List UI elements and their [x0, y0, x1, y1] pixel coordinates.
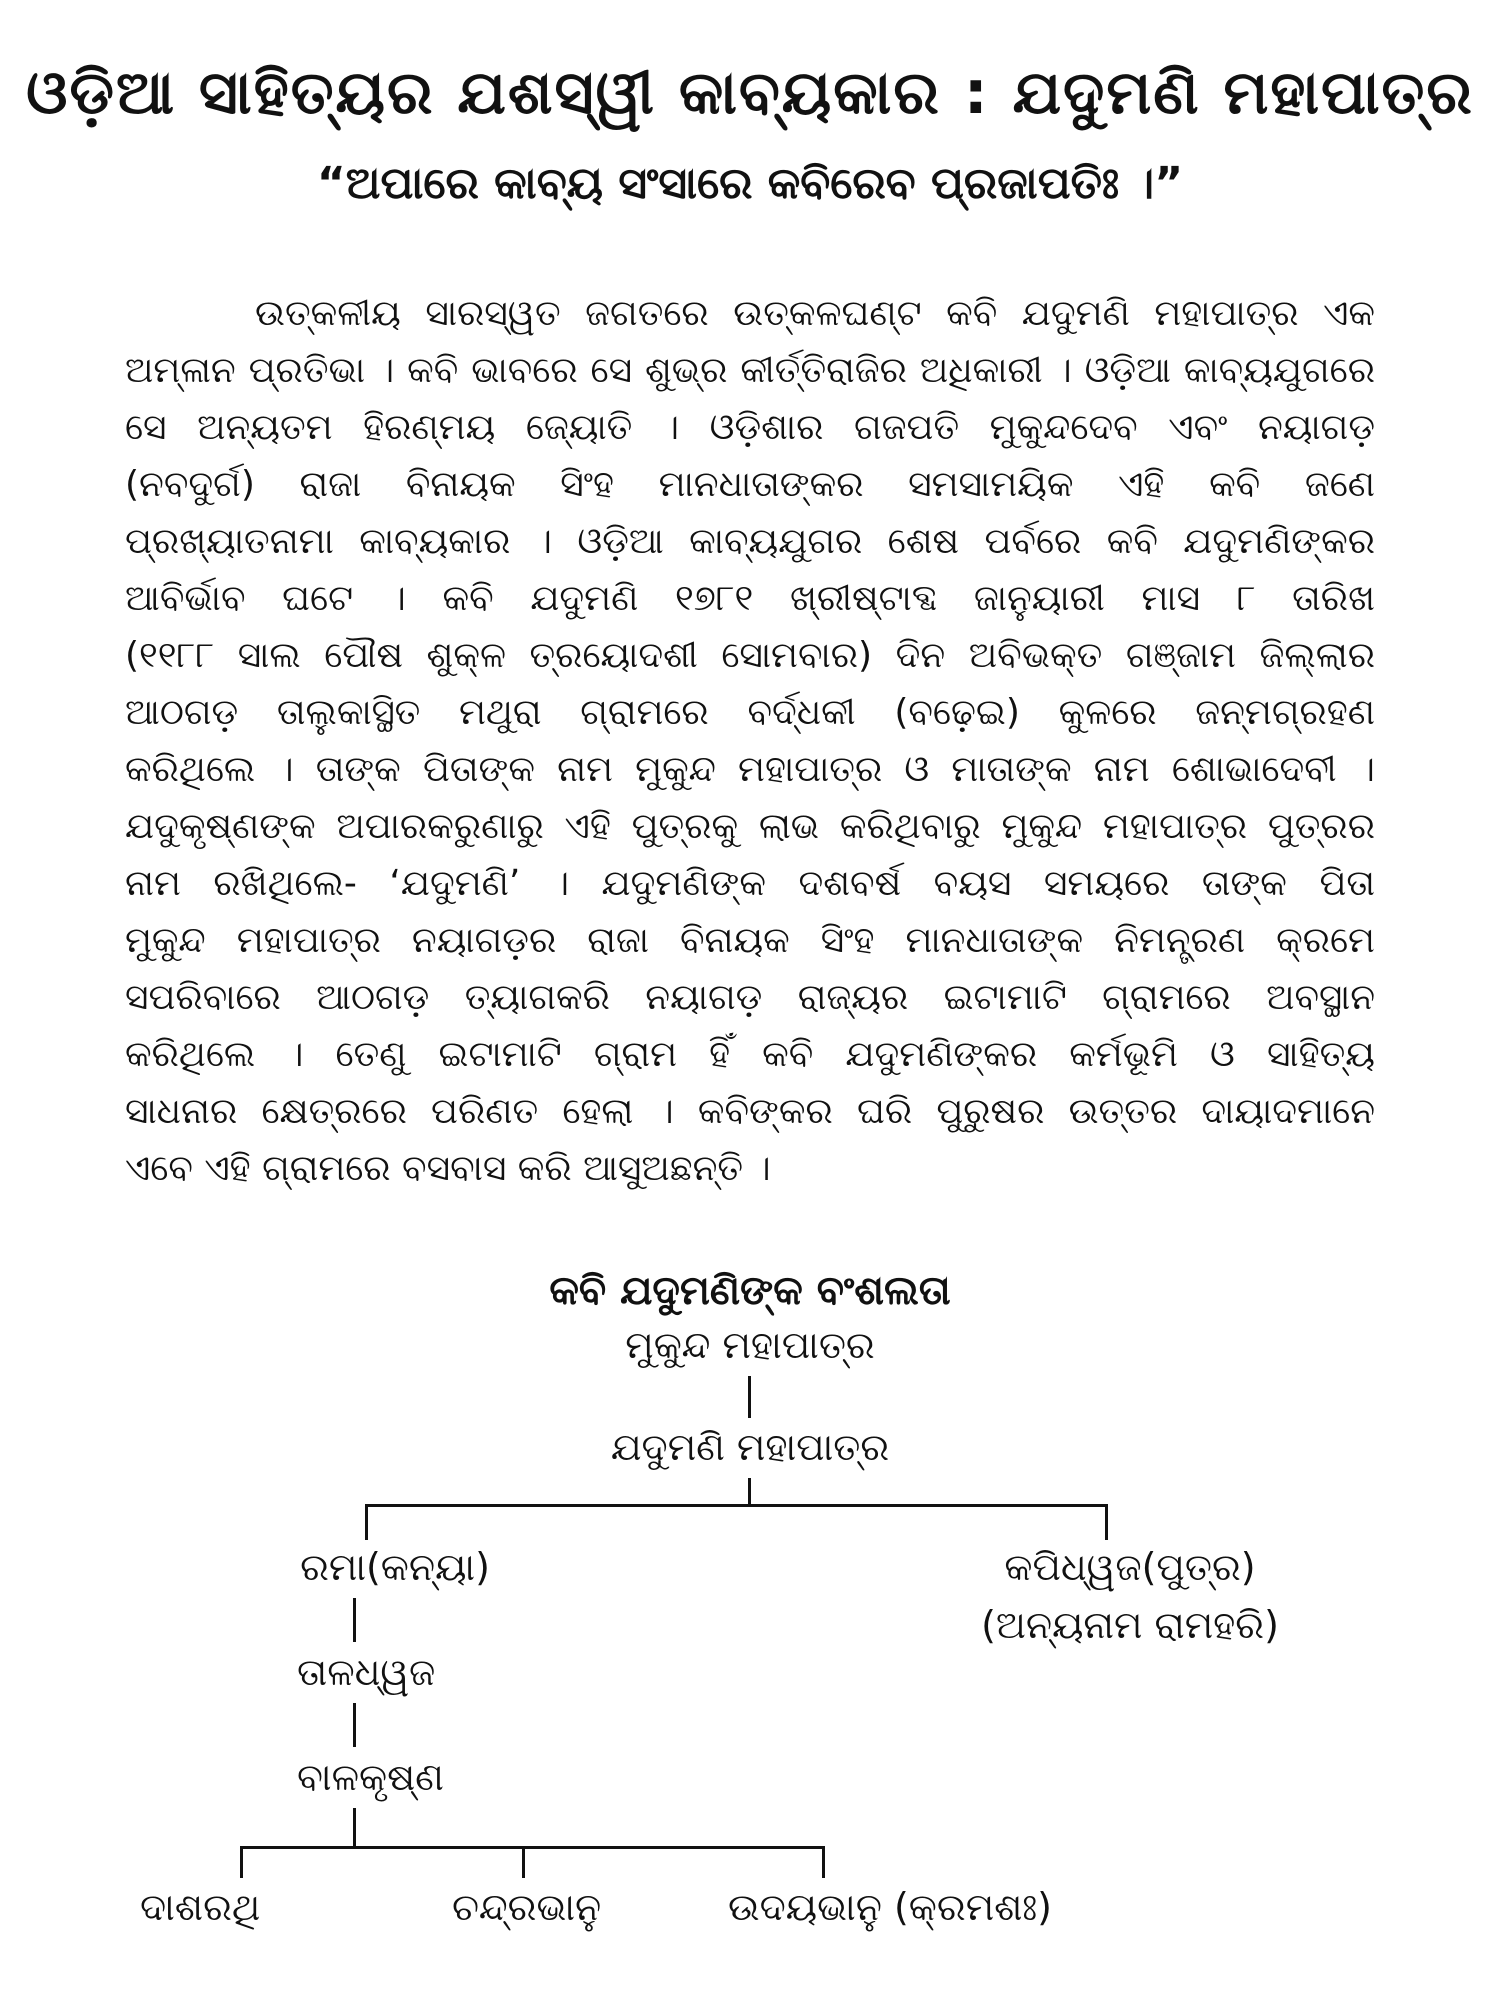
- tree-node-descendant: ଉଦୟଭାନୁ (କ୍ରମଶଃ): [728, 1885, 1052, 1929]
- tree-node-descendant: ଦାଶରଥି: [140, 1885, 261, 1929]
- tree-connector: [1105, 1504, 1108, 1540]
- tree-connector: [353, 1598, 356, 1642]
- tree-node-son-alias: (ଅନ୍ୟନାମ ରାମହରି): [981, 1603, 1279, 1647]
- tree-node-son: କପିଧ୍ୱଜ(ପୁତ୍ର): [1004, 1545, 1256, 1589]
- tree-connector: [522, 1846, 525, 1878]
- tree-connector: [365, 1504, 1108, 1507]
- body-line: ଯଦୁକୃଷ୍ଣଙ୍କ ଅପାରକରୁଣାରୁ ଏହି ପୁତ୍ରକୁ ଲାଭ କରିଥିବାରୁ ମୁକୁନ୍ଦ ମହାପାତ୍ର ପୁତ୍ରର: [125, 806, 1375, 847]
- family-tree-heading: କବି ଯଦୁମଣିଙ୍କ ବଂଶଲତା: [549, 1268, 951, 1314]
- body-line: (୧୧୮୮ ସାଲ ପୌଷ ଶୁକ୍ଳ ତ୍ରୟୋଦଶୀ ସୋମବାର) ଦିନ ଅବିଭକ୍ତ ଗଞ୍ଜାମ ଜିଲ୍ଲାର: [125, 635, 1375, 676]
- body-line: ଅମ୍ଳାନ ପ୍ରତିଭା । କବି ଭାବରେ ସେ ଶୁଭ୍ର କୀର୍ତ୍ତିରାଜିର ଅଧିକାରୀ । ଓଡ଼ିଆ କାବ୍ୟଯୁଗରେ: [125, 350, 1375, 391]
- tree-node-poet: ଯଦୁମଣି ମହାପାତ୍ର: [610, 1425, 890, 1469]
- body-line: (ନବଦୁର୍ଗ) ରାଜା ବିନାୟକ ସିଂହ ମାନଧାତାଙ୍କର ସମସାମୟିକ ଏହି କବି ଜଣେ: [125, 464, 1375, 505]
- tree-connector: [748, 1478, 751, 1506]
- tree-node-descendant: ଚନ୍ଦ୍ରଭାନୁ: [452, 1885, 602, 1929]
- tree-connector: [240, 1846, 243, 1878]
- tree-connector: [353, 1703, 356, 1747]
- body-line: ସପରିବାରେ ଆଠଗଡ଼ ତ୍ୟାଗକରି ନୟାଗଡ଼ ରାଜ୍ୟର ଇଟାମାଟି ଗ୍ରାମରେ ଅବସ୍ଥାନ: [125, 977, 1375, 1018]
- tree-connector: [240, 1846, 825, 1849]
- body-line: ଆଠଗଡ଼ ତାଲୁକାସ୍ଥିତ ମଥୁରା ଗ୍ରାମରେ ବର୍ଦ୍ଧକୀ (ବଢ଼େଇ) କୁଳରେ ଜନ୍ମଗ୍ରହଣ: [125, 692, 1375, 733]
- body-line: ଏବେ ଏହି ଗ୍ରାମରେ ବସବାସ କରି ଆସୁଅଛନ୍ତି ।: [125, 1148, 771, 1189]
- body-line: ମୁକୁନ୍ଦ ମହାପାତ୍ର ନୟାଗଡ଼ର ରାଜା ବିନାୟକ ସିଂହ ମାନଧାତାଙ୍କ ନିମନ୍ତ୍ରଣ କ୍ରମେ: [125, 920, 1375, 961]
- body-line: ଉତ୍କଳୀୟ ସାରସ୍ୱତ ଜଗତରେ ଉତ୍କଳଘଣ୍ଟ କବି ଯଦୁମଣି ମହାପାତ୍ର ଏକ: [255, 293, 1375, 334]
- tree-connector: [748, 1376, 751, 1418]
- article-body: [125, 285, 1375, 1197]
- epigraph-quote: “ଅପାରେ କାବ୍ୟ ସଂସାରେ କବିରେବ ପ୍ରଜାପତିଃ ।”: [316, 158, 1184, 209]
- body-line: ପ୍ରଖ୍ୟାତନାମା କାବ୍ୟକାର । ଓଡ଼ିଆ କାବ୍ୟଯୁଗର ଶେଷ ପର୍ବରେ କବି ଯଦୁମଣିଙ୍କର: [125, 521, 1375, 562]
- body-line: ସେ ଅନ୍ୟତମ ହିରଣ୍ମୟ ଜ୍ୟୋତି । ଓଡ଼ିଶାର ଗଜପତି ମୁକୁନ୍ଦଦେବ ଏବଂ ନୟାଗଡ଼: [125, 407, 1375, 448]
- tree-node-daughter: ରମା(କନ୍ୟା): [300, 1545, 490, 1589]
- body-line: କରିଥିଲେ । ତାଙ୍କ ପିତାଙ୍କ ନାମ ମୁକୁନ୍ଦ ମହାପାତ୍ର ଓ ମାତାଙ୍କ ନାମ ଶୋଭାଦେବୀ ।: [125, 749, 1375, 790]
- body-line: ଆବିର୍ଭାବ ଘଟେ । କବି ଯଦୁମଣି ୧୭୮୧ ଖ୍ରୀଷ୍ଟାବ୍ଦ ଜାନୁୟାରୀ ମାସ ୮ ତାରିଖ: [125, 578, 1375, 619]
- tree-connector: [353, 1808, 356, 1848]
- body-line: ନାମ ରଖିଥିଲେ- ‘ଯଦୁମଣି’ । ଯଦୁମଣିଙ୍କ ଦଶବର୍ଷ ବୟସ ସମୟରେ ତାଙ୍କ ପିତା: [125, 863, 1375, 904]
- body-line: କରିଥିଲେ । ତେଣୁ ଇଟାମାଟି ଗ୍ରାମ ହିଁ କବି ଯଦୁମଣିଙ୍କର କର୍ମଭୂମି ଓ ସାହିତ୍ୟ: [125, 1034, 1375, 1075]
- tree-node-grandson: ତାଳଧ୍ୱଜ: [297, 1650, 436, 1694]
- page-title: ଓଡ଼ିଆ ସାହିତ୍ୟର ଯଶସ୍ୱୀ କାବ୍ୟକାର : ଯଦୁମଣି ମହାପାତ୍ର: [26, 58, 1474, 128]
- tree-connector: [365, 1504, 368, 1540]
- tree-node-father: ମୁକୁନ୍ଦ ମହାପାତ୍ର: [625, 1323, 875, 1367]
- tree-connector: [822, 1846, 825, 1878]
- tree-node-great-grandson: ବାଳକୃଷ୍ଣ: [297, 1755, 444, 1799]
- body-line: ସାଧନାର କ୍ଷେତ୍ରରେ ପରିଣତ ହେଲା । କବିଙ୍କର ଘରି ପୁରୁଷର ଉତ୍ତର ଦାୟାଦମାନେ: [125, 1091, 1375, 1132]
